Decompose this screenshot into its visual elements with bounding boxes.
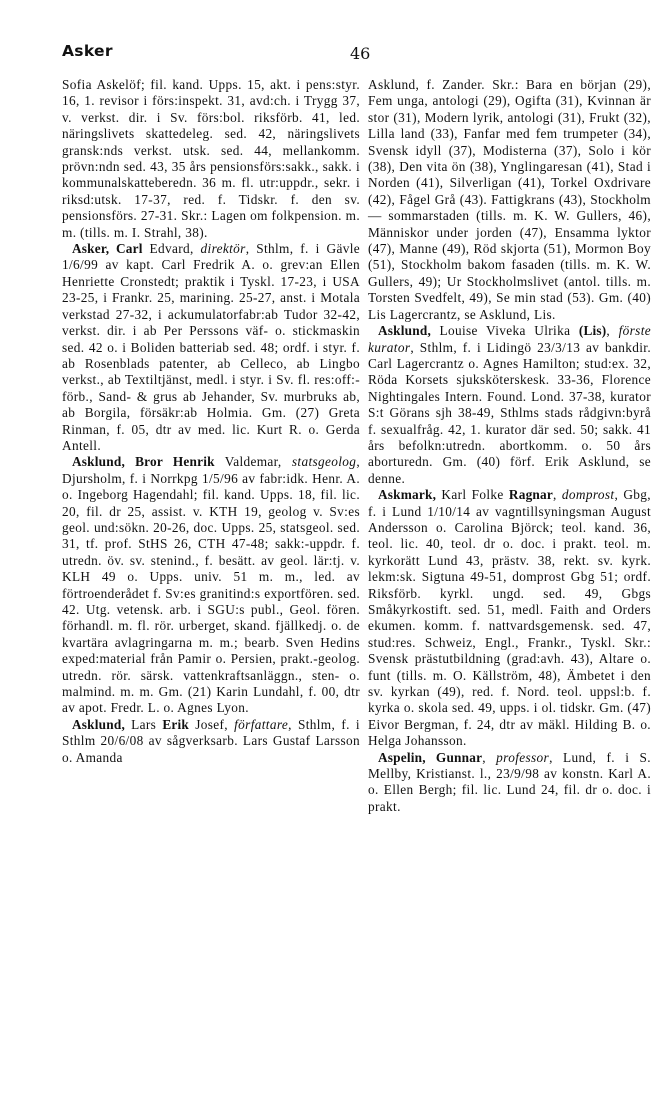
entry-body: , Sthlm, f. i Gävle 1/6/99 av kapt. Carl Fredrik A. o. grev:an Ellen Henriette Cronstedt; praktik i Tyskl. 17-23, i USA 23-25, i Frankr. 25, marining. 25-27, anst. i Motala verkstad 27-32, i ackumulatorfabr:ab Tudor 32-42, verkst. dir. i ab Per Perssons väf- o. stickmaskin sed. 42 o. i Boliden batteriab sed. 48; ordf. i styr. f. ab Rosenblads patenter, ab Celleco, ab Lingbo verkst., ab Textiltjänst, medl. i styr. i Sv. fl. res:off:-förb., Sand- & grus ab Jehander, Sv. murbruks ab, ab Borgila, försäkr:ab Holmia. Gm. (27) Greta Rinman, f. 05, dtr av med. lic. Kurt R. o. Gerda Antell. [62, 241, 360, 453]
entry-headword: Askmark, [378, 487, 437, 503]
entry-given-names-rest: Josef, [189, 716, 235, 732]
entry-callname: (Lis) [578, 323, 607, 339]
entry-continuation: Sofia Askelöf; fil. kand. Upps. 15, akt. i pens:styr. 16, 1. revisor i förs:inspekt. 31, avd:ch. i Trygg 37, v. verkst. dir. i Sv. förs:bol. riksförb. 41, led. näringslivets skattedeleg. sed. 42, näringslivets gransk:nds verkst. utsk. sed. 44, mellankomm. prövn:ndn sed. 43, 35 års pensionsförs:sakk., sakk. i kommunalskatteberedn. 36 m. fl. utr:uppdr., sekr. i riksd:utsk. 17-37, red. f. Tidskr. f. den sv. pensionsförs. 27-31. Skr.: Lagen om folkpension. m. m. (tills. m. I. Strahl, 38). [62, 77, 360, 240]
entry-asker-carl [62, 241, 360, 454]
entry-headword: Asklund, [72, 716, 125, 732]
entry-separator: , [552, 487, 562, 503]
entry-headword: Aspelin, Gunnar [378, 749, 483, 765]
entry-occupation: författare [234, 716, 289, 732]
entry-separator: , [606, 323, 619, 339]
entry-body: , Djursholm, f. i Norrkpg 1/5/96 av fabr:idk. Henr. A. o. Ingeborg Hagendahl; fil. kand. Upps. 18, fil. lic. 20, fil. dr 25, assist. v. KTH 19, geolog v. Sv:es geol. und:sökn. 20-26, doc. Upps. 25, statsgeol. sed. 31, tf. prof. StHS 26, CTH 47-48; sakk:-uppdr. f. utredn. öv. sv. stenind., f. besätt. av geol. lär:tj. v. KLH 49 o. Upps. univ. 51 m. m., led. av förtroenderådet f. Sv:es granitind:s exportfören. sed. 42. Utg. vetensk. arb. i SGU:s publ., Geol. fören. förhandl. m. fl. rör. urberget, skand. fjällkedj. o. de kvartära avlagringarna m. m.; bearb. Sven Hedins exped:material från Pamir o. Persien, prakt.-geolog. utredn. rör. särsk. vattenkraftsanläggn., sten- o. malmind. m. m. Gm. (21) Karin Lundahl, f. 00, dtr av apot. Fredr. L. o. Agnes Lyon. [62, 454, 360, 716]
entry-body: , Lund, f. i S. Mellby, Kristianst. l., 23/9/98 av konstn. Karl A. o. Ellen Bergh; fil. lic. Lund 24, fil. dr o. doc. i prakt. [368, 749, 651, 814]
entry-body: , Gbg, f. i Lund 1/10/14 av vagntillsyningsman August Andersson o. Carolina Björck; teol. kand. 36, teol. lic. 40, teol. dr o. doc. i prakt. teol. m. kyrkorätt Lund 43, prästv. 38, rekt. sv. kyrk. lekm:sk. Sigtuna 49-51, domprost Gbg 51; ordf. Riksförb. kyrkl. ungd. sed. 49, Gbgs Småkyrkostift. sed. 51, medl. Faith and Orders ekumen. komm. f. nattvardsgemensk. sed. 47, stud:res. Schweiz, Engl., Frankr., Tyskl. Skr.: Svensk prästutbildning (grad:avh. 43), Altare o. funt (tills. m. O. Källström, 48), Ämbetet i den sv. kyrkan (49), red. f. Nord. teol. uppsl:b. f. kyrka o. skola sed. 49, upps. i ol. tidskr. Gm. (47) Eivor Bergman, f. 24, dtr av mäkl. Hilding B. o. Helga Johansson. [368, 487, 651, 749]
entry-asklund-erik [62, 717, 360, 766]
entry-headword: Asklund, [378, 323, 431, 339]
left-column [62, 77, 360, 766]
page-header [62, 42, 646, 64]
entry-askmark-ragnar [368, 487, 651, 750]
running-head: Asker [62, 42, 113, 60]
entry-given-names: Edvard, [142, 241, 201, 257]
right-column [368, 77, 651, 815]
entry-occupation: domprost [561, 487, 615, 503]
entry-headword: Asklund, Bror Henrik [72, 454, 215, 470]
entry-occupation: professor [496, 749, 550, 765]
entry-asklund-lis [368, 323, 651, 487]
entry-body: , Sthlm, f. i Sthlm 20/6/08 av sågverksarb. Lars Gustaf Larsson o. Amanda [62, 716, 360, 765]
entry-callname: Ragnar [508, 487, 553, 503]
entry-callname: Erik [162, 716, 190, 732]
entry-given-names: Louise Viveka Ulrika [430, 323, 579, 339]
entry-headword: Asker, Carl [72, 241, 143, 257]
entry-occupation: förste kurator [368, 323, 651, 355]
entry-occupation: direktör [200, 241, 246, 257]
entry-separator: , [482, 749, 497, 765]
entry-occupation: statsgeolog [291, 454, 357, 470]
entry-body: , Sthlm, f. i Lidingö 23/3/13 av bankdir. Carl Lagercrantz o. Agnes Hamilton; stud:ex. 32, Röda Korsets sjuksköterskesk. 33-36, Florence Nightingales Intern. Found. Lond. 37-38, kurator S:t Görans sjh 38-49, Sthlms stads rådgivn:byrå f. sexualfråg. 42, 1. kurator där sed. 50; sakk. 41 års befolkn:utredn. abortkomm. o. 50 års aborturedn. Gm. (40) förf. Erik Asklund, se denne. [368, 339, 651, 486]
entry-aspelin-gunnar [368, 750, 651, 816]
entry-continuation: Asklund, f. Zander. Skr.: Bara en början (29), Fem unga, antologi (29), Ogifta (31), Kvinnan är stor (31), Modern lyrik, antologi (31), Frukt (32), Lilla land (33), Fanfar med fem trumpeter (34), Svensk idyll (37), Modisterna (37), Solo i kör (38), Den vita ön (38), Ynglingaresan (41), Stad i Norden (41), Silverligan (41), Torkel Oxdrivare (42), Fågel Grå (43). Fattigkrans (43), Stockholm — sommarstaden (tills. m. K. W. Gullers, 46), Människor under jorden (47), Ensamma lyktor (47), Manne (49), Röd skjorta (51), Mormon Boy (51), Stockholm bakom fasaden (tills. m. K. W. Gullers, 49); Ur Stockholmslivet (antol. tills. m. Torsten Svedfelt, 49), Se min stad (53). Gm. (40) Lis Lagercrantz, se Asklund, Lis. [368, 77, 651, 322]
entry-given-names: Valdemar, [214, 454, 292, 470]
entry-given-names: Karl Folke [436, 487, 509, 503]
entry-given-names: Lars [124, 716, 163, 732]
page-number: 46 [350, 44, 371, 63]
entry-asklund-bror [62, 454, 360, 717]
